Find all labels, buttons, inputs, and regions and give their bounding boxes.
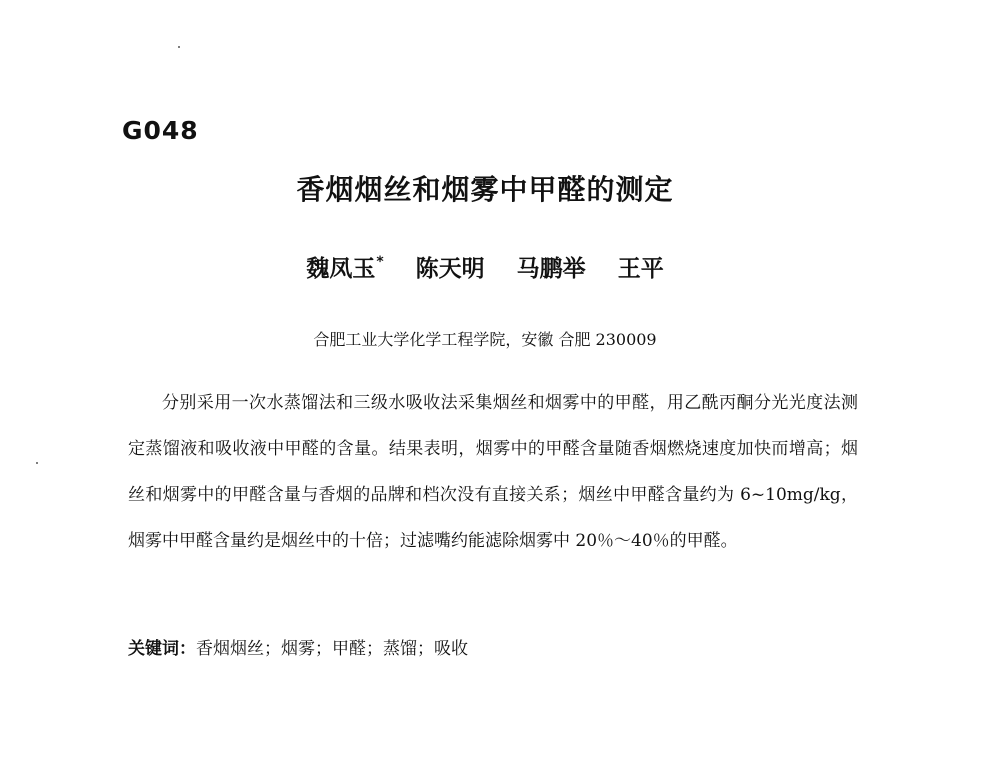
keywords-list: 香烟烟丝；烟雾；甲醛；蒸馏；吸收 [196, 639, 468, 659]
abstract-text: 分别采用一次水蒸馏法和三级水吸收法采集烟丝和烟雾中的甲醛，用乙酰丙酮分光光度法测定蒸馏液和吸收液中甲醛的含量。结果表明，烟雾中的甲醛含量随香烟燃烧速度加快而增高；烟丝和烟雾中的甲醛含量与香烟的品牌和档次没有直接关系；烟丝中甲醛含量约为 6~10mg/kg，烟雾中甲醛含量约是烟丝中的十倍；过滤嘴约能滤除烟雾中 20％～40％的甲醛。 [128, 393, 858, 551]
author-name: 马鹏举 [516, 256, 586, 282]
author [517, 250, 586, 283]
author-footnote-mark: * [376, 254, 384, 270]
author-name: 魏凤玉 [306, 256, 376, 282]
keywords [128, 634, 468, 659]
author-affiliation: 合肥工业大学化学工程学院，安徽 合肥 230009 [313, 330, 657, 349]
author-name: 陈天明 [415, 256, 485, 282]
keywords-label: 关键词： [128, 639, 196, 659]
author [618, 250, 664, 283]
scan-speck [178, 46, 180, 48]
author [306, 250, 383, 283]
author [416, 250, 485, 283]
document-code: G048 [122, 116, 199, 145]
author-list [0, 250, 970, 283]
paper-title: 香烟烟丝和烟雾中甲醛的测定 [296, 173, 674, 206]
abstract [128, 380, 858, 564]
scan-speck [36, 462, 38, 464]
author-name: 王平 [617, 256, 664, 282]
